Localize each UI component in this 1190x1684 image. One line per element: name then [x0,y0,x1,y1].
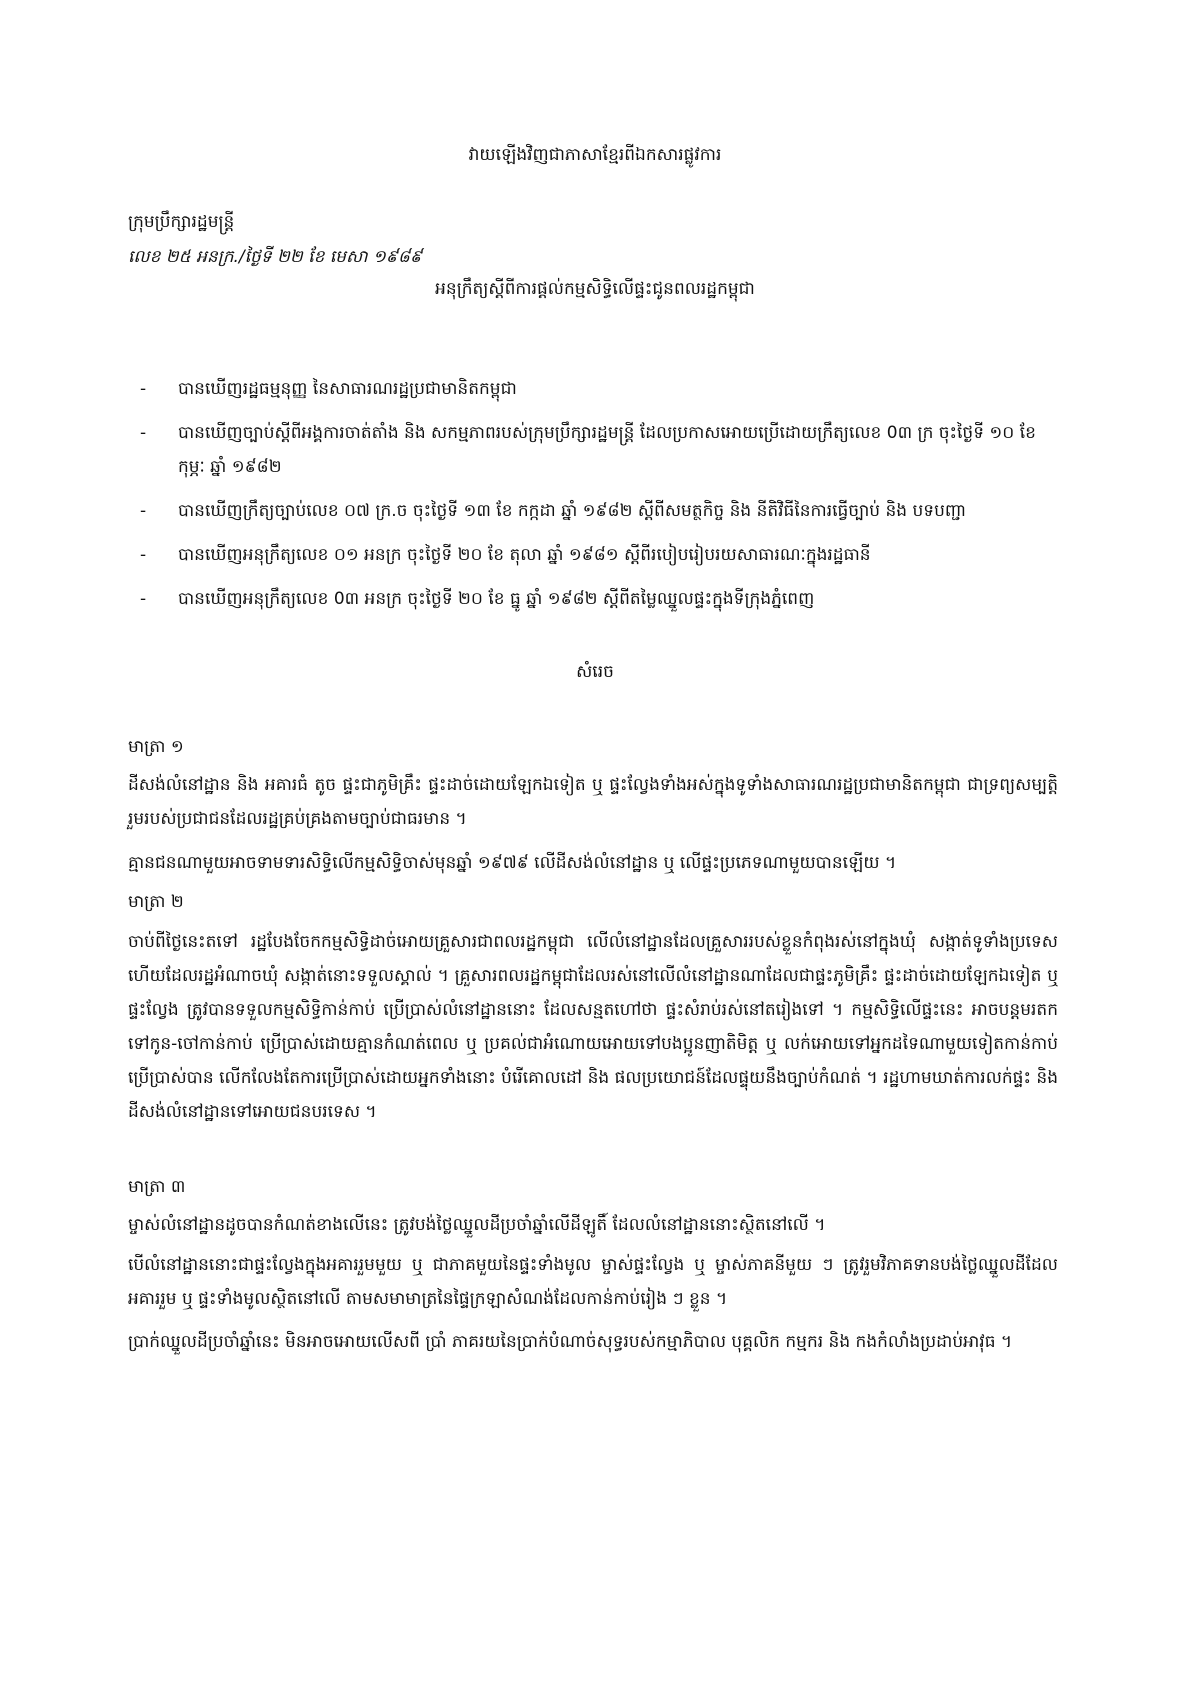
consideration-item: - បានឃើញក្រឹត្យច្បាប់លេខ ០៧ ក្រ.ច ចុះថ្ងៃទី ១៣ ខែ កក្កដា ឆ្នាំ ១៩៨២ ស្តីពីសមត្ថកិច្ច និង នីតិវិធីនៃការធ្វើច្បាប់ និង បទបញ្ជា [128,494,1058,528]
list-dash: - [140,501,147,521]
list-dash: - [140,545,147,565]
considerations-list [128,372,1058,626]
reference-number: លេខ ២៥ អនក្រ./ថ្ងៃទី ២២ ខែ មេសា ១៩៨៩ [128,247,422,267]
article-1-paragraph: ដីសង់លំនៅដ្ឋាន និង អគារធំ តូច ផ្ទះជាភូមិគ្រឹះ ផ្ទះដាច់ដោយឡែកឯទៀត ឬ ផ្ទះល្វែងទាំងអស់ក្នុងទូទាំងសាធារណរដ្ឋប្រជាមានិតកម្ពុជា ជាទ្រព្យសម្បត្តិរួមរបស់ប្រជាជនដែលរដ្ឋគ្រប់គ្រងតាមច្បាប់ជាធរមាន ។ [128,775,1058,829]
header-note: វាយឡើងវិញជាភាសាខ្មែរពីឯកសារផ្លូវការ [468,145,722,165]
article-3-paragraph: ម្ចាស់លំនៅដ្ឋានដូចបានកំណត់ខាងលើនេះ ត្រូវបង់ថ្លៃឈ្នួលដីប្រចាំឆ្នាំលើដីឡូតិ៍ ដែលលំនៅដ្ឋាននោះស្ថិតនៅលើ ។ [128,1215,826,1235]
article-1-heading: មាត្រា ១ [128,737,184,757]
consideration-item: - បានឃើញអនុក្រឹត្យលេខ ០១ អនក្រ ចុះថ្ងៃទី ២០ ខែ តុលា ឆ្នាំ ១៩៨១ ស្តីពីរបៀបរៀបរយសាធារណៈក្នុងរដ្ឋធានី [128,538,1058,572]
consideration-item: - បានឃើញអនុក្រឹត្យលេខ 0៣ អនក្រ ចុះថ្ងៃទី ២០ ខែ ធ្នូ ឆ្នាំ ១៩៨២ ស្តីពីតម្លៃឈ្នួលផ្ទះក្នុងទីក្រុងភ្នំពេញ [128,582,1058,616]
decree-title: អនុក្រឹត្យស្តីពីការផ្តល់កម្មសិទ្ធិលើផ្ទះជូនពលរដ្ឋកម្ពុជា [435,279,755,299]
issuer: ក្រុមប្រឹក្សារដ្ឋមន្ត្រី [128,212,235,232]
list-dash: - [140,379,147,399]
list-dash: - [140,423,147,443]
article-3-heading: មាត្រា ៣ [128,1177,186,1197]
article-3-paragraph: បើលំនៅដ្ឋាននោះជាផ្ទះល្វែងក្នុងអគាររួមមួយ ឬ ជាភាគមួយនៃផ្ទះទាំងមូល ម្ចាស់ផ្ទះល្វែង ឬ ម្ចាស់ភាគនីមួយ ៗ ត្រូវរួមវិភាគទានបង់ថ្លៃឈ្នួលដីដែលអគាររួម ឬ ផ្ទះទាំងមូលស្ថិតនៅលើ តាមសមាមាត្រនៃផ្ទៃក្រឡាសំណង់ដែលកាន់កាប់រៀង ៗ ខ្លួន ។ [128,1255,1058,1309]
article-2-paragraph: ចាប់ពីថ្ងៃនេះតទៅ រដ្ឋបែងចែកកម្មសិទ្ធិដាច់អោយគ្រួសារជាពលរដ្ឋកម្ពុជា លើលំនៅដ្ឋានដែលគ្រួសាររបស់ខ្លួនកំពុងរស់នៅក្នុងឃុំ សង្កាត់ទូទាំងប្រទេស ហើយដែលរដ្ឋអំណាចឃុំ សង្កាត់នោះទទួលស្គាល់ ។ គ្រួសារពលរដ្ឋកម្ពុជាដែលរស់នៅលើលំនៅដ្ឋានណាដែលជាផ្ទះភូមិគ្រឹះ ផ្ទះដាច់ដោយឡែកឯទៀត ឬ ផ្ទះល្វែង ត្រូវបានទទួលកម្មសិទ្ធិកាន់កាប់ ប្រើប្រាស់លំនៅដ្ឋាននោះ ដែលសន្មតហៅថា ផ្ទះសំរាប់រស់នៅតរៀងទៅ ។ កម្មសិទ្ធិលើផ្ទះនេះ អាចបន្តមរតកទៅកូន-ចៅកាន់កាប់ ប្រើប្រាស់ដោយគ្មានកំណត់ពេល ឬ ប្រគល់ជាអំណោយអោយទៅបងប្អូនញាតិមិត្ត ឬ លក់អោយទៅអ្នកដទៃណាមួយទៀតកាន់កាប់ ប្រើប្រាស់បាន លើកលែងតែការប្រើប្រាស់ដោយអ្នកទាំងនោះ បំរើគោលដៅ និង ផលប្រយោជន៍ដែលផ្ទុយនឹងច្បាប់កំណត់ ។ រដ្ឋហាមឃាត់ការលក់ផ្ទះ និង ដីសង់លំនៅដ្ឋានទៅអោយជនបរទេស ។ [128,932,1058,1122]
consideration-item: - បានឃើញច្បាប់ស្តីពីអង្គការចាត់តាំង និង សកម្មភាពរបស់ក្រុមប្រឹក្សារដ្ឋមន្ត្រី ដែលប្រកាសអោយប្រើដោយក្រឹត្យលេខ 0៣ ក្រ ចុះថ្ងៃទី ១០ ខែ កុម្ភៈ ឆ្នាំ ១៩៨២ [128,416,1058,484]
consideration-item: - បានឃើញរដ្ឋធម្មនុញ្ញ នៃសាធារណរដ្ឋប្រជាមានិតកម្ពុជា [128,372,1058,406]
article-1-paragraph: គ្មានជនណាមួយអាចទាមទារសិទ្ធិលើកម្មសិទ្ធិចាស់មុនឆ្នាំ ១៩៧៩ លើដីសង់លំនៅដ្ឋាន ឬ លើផ្ទះប្រភេទណាមួយបានឡើយ ។ [128,853,897,873]
list-dash: - [140,589,147,609]
decides-heading: សំរេច [576,662,614,682]
article-2-heading: មាត្រា ២ [128,892,184,912]
article-3-paragraph: ប្រាក់ឈ្នួលដីប្រចាំឆ្នាំនេះ មិនអាចអោយលើសពី ប្រាំ ភាគរយនៃប្រាក់បំណាច់សុទ្ធរបស់កម្មាភិបាល បុគ្គលិក កម្មករ និង កងកំលាំងប្រដាប់អាវុធ ។ [128,1332,1013,1352]
